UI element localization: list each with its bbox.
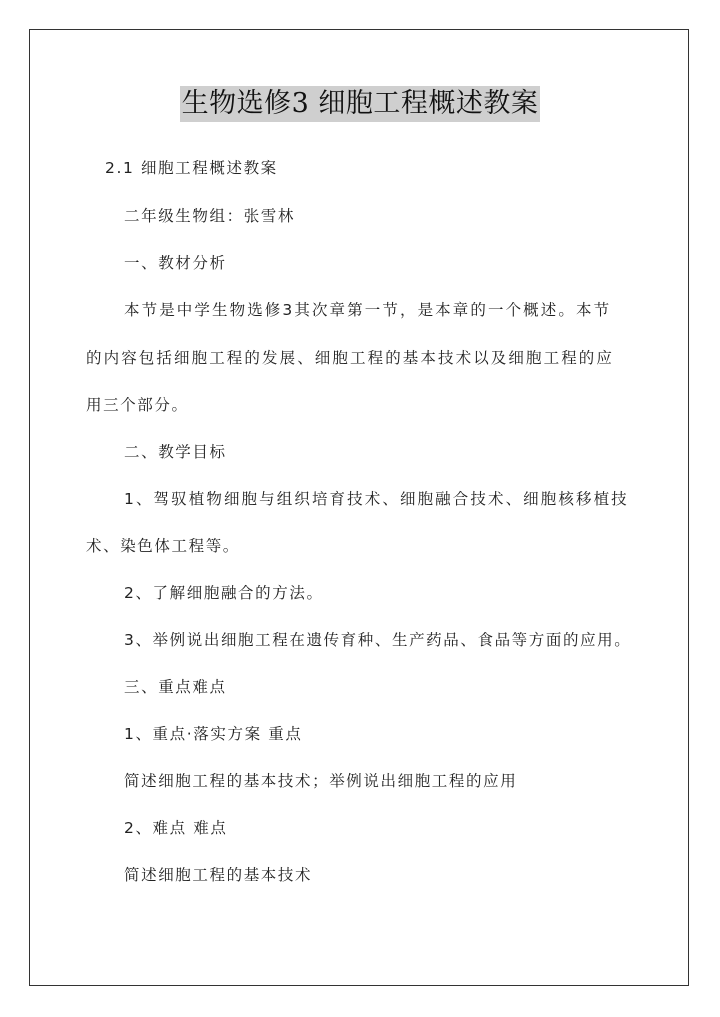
goal-item: 1、驾驭植物细胞与组织培育技术、细胞融合技术、细胞核移植技 <box>124 490 629 508</box>
paragraph-line: 用三个部分。 <box>86 396 189 414</box>
author-line: 二年级生物组：张雪林 <box>124 207 296 225</box>
heading-teaching-goals: 二、教学目标 <box>124 443 227 461</box>
document-title: 生物选修3 细胞工程概述教案 <box>180 86 541 122</box>
heading-textbook-analysis: 一、教材分析 <box>124 254 227 272</box>
key-point-text: 简述细胞工程的基本技术；举例说出细胞工程的应用 <box>124 772 518 790</box>
key-point-item: 1、重点·落实方案 重点 <box>124 725 303 743</box>
difficulty-item: 2、难点 难点 <box>124 819 228 837</box>
heading-key-points: 三、重点难点 <box>124 678 227 696</box>
goal-item-continued: 术、染色体工程等。 <box>86 537 240 555</box>
section-number-heading: 2.1 细胞工程概述教案 <box>105 159 278 177</box>
goal-item: 3、举例说出细胞工程在遗传育种、生产药品、食品等方面的应用。 <box>124 631 632 649</box>
paragraph-line: 本节是中学生物选修3其次章第一节，是本章的一个概述。本节 <box>124 301 612 319</box>
difficulty-text: 简述细胞工程的基本技术 <box>124 866 313 884</box>
goal-item: 2、了解细胞融合的方法。 <box>124 584 324 602</box>
paragraph-line: 的内容包括细胞工程的发展、细胞工程的基本技术以及细胞工程的应 <box>86 349 615 367</box>
title-container <box>0 86 720 122</box>
